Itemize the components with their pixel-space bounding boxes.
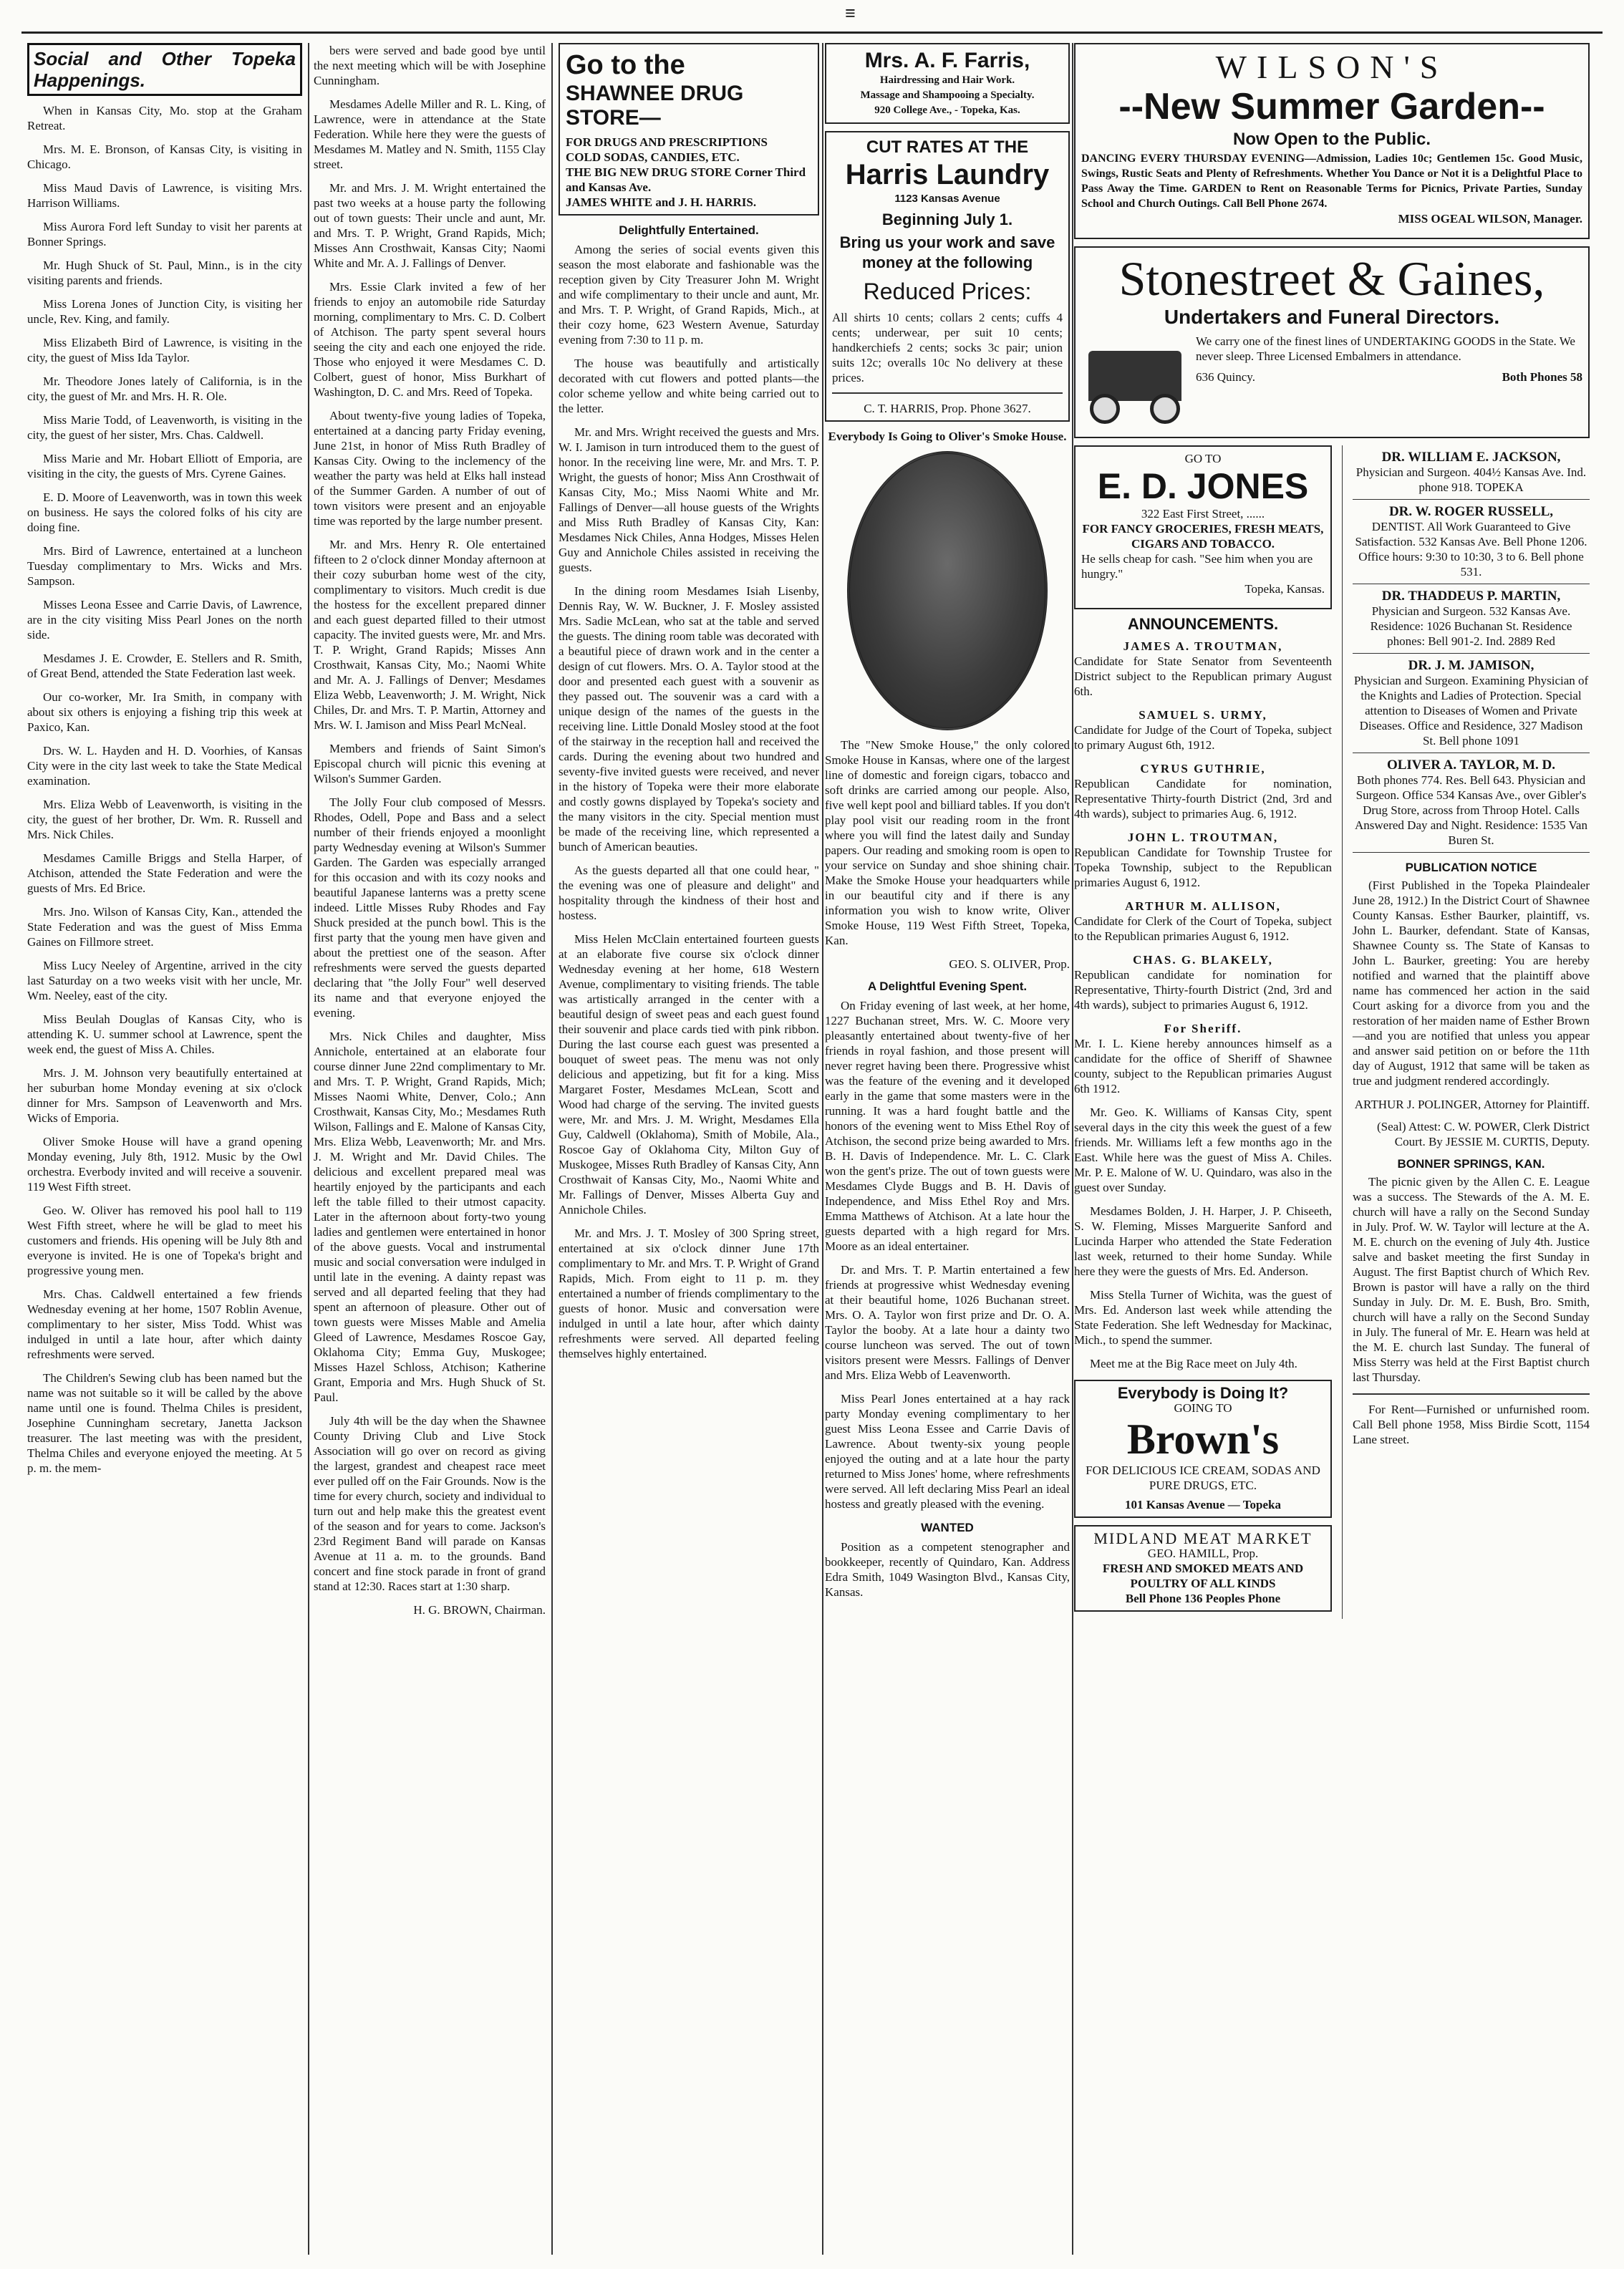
farris-line: 920 College Ave., - Topeka, Kas. (874, 105, 1020, 116)
announcement-text: Republican candidate for nomination for Representative, Thirty-fourth District (2nd, 3rd and 4th wards), subject to primaries August 6, 1912. (1074, 968, 1332, 1012)
news-item: Mesdames Bolden, J. H. Harper, J. P. Chiseeth, S. W. Fleming, Misses Marguerite Sanford and Lucinda Harper who attended the State Federation last week, returned to their home Sunday. While here they were the guests of Mrs. Ed. Anderson. (1074, 1204, 1332, 1278)
news-item: The Children's Sewing club has been named but the name was not suitable so it will be called by the above name until one is found. Thelma Chiles is president, Josephine Cunningham secretary, Janetta Jackson treasurer. The last meeting was with the president, Thelma Chiles and everyone enjoyed the meeting. At 5 p. m. the mem- (27, 1371, 302, 1475)
farris-ad (825, 43, 1070, 124)
stonestreet-sub: Undertakers and Funeral Directors. (1164, 306, 1500, 328)
announcements-list (1074, 639, 1332, 1096)
news-item: Our co-worker, Mr. Ira Smith, in company with about six others is enjoying a fishing trip this week at Paxico, Kan. (27, 690, 302, 734)
announcement (1074, 707, 1332, 753)
directory-entry (1353, 654, 1590, 753)
news-item: Mr. Theodore Jones lately of California, is in the city, the guest of Mr. and Mrs. H. R. Ole. (27, 374, 302, 403)
announcement-text: Republican Candidate for Township Trustee for Topeka Township, subject to the Republican primaries August 6, 1912. (1074, 846, 1332, 889)
laundry-bring: Bring us your work and save money at the following (839, 233, 1055, 271)
news-item: Miss Aurora Ford left Sunday to visit her parents at Bonner Springs. (27, 220, 302, 248)
announcement (1074, 830, 1332, 890)
announcement-text: Candidate for Judge of the Court of Topeka, subject to primary August 6th, 1912. (1074, 723, 1332, 752)
jones-text: FOR FANCY GROCERIES, FRESH MEATS, CIGARS AND TOBACCO. (1082, 522, 1324, 551)
news-item: Mrs. Nick Chiles and daughter, Miss Annichole, entertained at an elaborate four course dinner June 22nd complimentary to Mr. and Mrs. T. P. Wright, Grand Rapids, Mich; Misses Naomi White, Denver, Colo.; Ann Crosthwait, Kansas City, Mo.; Mesdames Ruth Wilson, Fallings and E. Malone of Kansas City, Mrs. Eliza Webb, Leavenworth; Mr. and Mrs. J. M. Wright and Mr. David Chiles. The delicious and excellent prepared meal was heartily enjoyed by the participants and each left the table filled to their utmost capacity. Later in the afternoon about forty-two young ladies and gentlemen were entertained in honor of the above guests. Vocal and instrumental music and social conversation were indulged in until late in the evening. A dainty repast was served and all departed feeling that they had spent an afternoon of pleasure. Other out of town guests were Misses Mable and Amelia Gleed of Lawrence, Mesdames Roscoe Gay, Oklahoma City; Emma Guy, Muskogee; Misses Hazel Schloss, Atchison; Katherine Grant, Emporia and Mrs. Hugh Shuck of St. Paul. (314, 1030, 546, 1404)
directory-name: OLIVER A. TAYLOR, M. D. (1386, 758, 1556, 773)
farris-name: Mrs. A. F. Farris, (864, 49, 1030, 72)
news-item: Misses Leona Essee and Carrie Davis, of Lawrence, are in the city visiting Miss Pearl Jones on the north side. (27, 598, 302, 642)
page-mark: ≡ (845, 3, 856, 24)
laundry-cut-rates: CUT RATES AT THE (866, 137, 1029, 157)
ad-title-store: SHAWNEE DRUG STORE— (566, 82, 744, 130)
laundry-prices: All shirts 10 cents; collars 2 cents; cuffs 4 cents; underwear, per suit 10 cents; handkerchiefs 2 cents; socks 3c pair; union suits 12c; overalls 10c No delivery at these prices. (832, 311, 1063, 384)
news-item: Dr. and Mrs. T. P. Martin entertained a few friends at progressive whist Wednesday evening at their beautiful home, 1026 Buchanan street. Mrs. O. A. Taylor won first prize and Dr. O. A. Taylor the booby. At a late hour a dainty two course luncheon was served. The out of town visitors present were Messrs. Fallings of Denver and Mrs. Eliza Webb of Leavenworth. (825, 1263, 1070, 1382)
news-item: When in Kansas City, Mo. stop at the Graham Retreat. (27, 104, 302, 132)
shawnee-drug-ad (559, 43, 819, 216)
directory-text: Both phones 774. Res. Bell 643. Physician and Surgeon. Office 534 Kansas Ave., over Gibler's Drug Store, across from Throop Hotel. Calls Answered Day and Night. Residence: 1535 Van Buren St. (1355, 773, 1587, 847)
news-item: The "New Smoke House," the only colored Smoke House in Kansas, where one of the largest line of domestic and foreign cigars, tobacco and soft drinks are carried among our people. Also, five well kept pool and billiard tables. If you don't play pool visit our reading room in the front where you will find the latest daily and Sunday papers. Our reading and smoking room is open to your service on Sunday and shoe shining chair. Make the Smoke House your headquarters while in our beautiful city and if there is any information you wish to know write, Oliver Smoke House, 119 West Fifth Street, Topeka, Kan. (825, 738, 1070, 947)
jones-name: E. D. JONES (1097, 466, 1309, 506)
news-item: Among the series of social events given this season the most elaborate and fashionable was the reception given by City Treasurer John M. Wright and wife complimentary to their uncle and aunt, Mr. and Mrs. T. P. Wright, of Grand Rapids, Mich., at their cozy home, 623 Western Avenue, Saturday evening from 7:30 to 11 p. m. (559, 243, 819, 347)
news-item: bers were served and bade good bye until the next meeting which will be with Josephine Cunningham. (314, 44, 546, 87)
browns-name: Brown's (1126, 1416, 1280, 1463)
directory-text: DENTIST. All Work Guaranteed to Give Satisfaction. 532 Kansas Ave. Bell Phone 1206. Office hours: 9:30 to 10:30, 3 to 6. Bell phone 531. (1355, 520, 1587, 579)
column-divider (822, 43, 823, 2255)
evening-heading: A Delightful Evening Spent. (867, 979, 1028, 993)
news-item: Miss Marie Todd, of Leavenworth, is visiting in the city, the guest of her sister, Mrs. Chas. Caldwell. (27, 413, 302, 442)
column-1 (27, 43, 302, 2255)
news-item: Miss Pearl Jones entertained at a hay rack party Monday evening complimentary to her guest Miss Leona Essee and Carrie Davis of Lawrence. About twenty-six young people enjoyed the outing and at a late hour the party returned to Miss Jones' home, where refreshments were served. All left declaring Miss Pearl an ideal hostess and greatly pleased with the evening. (825, 1392, 1070, 1511)
news-item: Geo. W. Oliver has removed his pool hall to 119 West Fifth street, where he will be glad to meet his customers and friends. His opening will be July 8th and everyone is invited. He is one of Topeka's bright and progressive young men. (27, 1204, 302, 1277)
wilson-garden-ad (1074, 43, 1590, 239)
news-item: Mrs. M. E. Bronson, of Kansas City, is visiting in Chicago. (27, 142, 302, 171)
ad-line: THE BIG NEW DRUG STORE Corner Third and Kansas Ave. (566, 165, 806, 194)
news-item: Meet me at the Big Race meet on July 4th. (1090, 1357, 1297, 1370)
wanted-text: Position as a competent stenographer and bookkeeper, recently of Quindaro, Kan. Address Edra Smith, 1049 Wasington Blvd., Kansas City, Kansas. (825, 1540, 1070, 1599)
for-rent: For Rent—Furnished or unfurnished room. Call Bell phone 1958, Miss Birdie Scott, 1154 Lane street. (1353, 1403, 1590, 1446)
col5-left (1074, 445, 1332, 1619)
announcement-text: Republican Candidate for nomination, Representative Thirty-fourth District (2nd, 3rd and 4th wards), subject to primaries Aug. 6, 1912. (1074, 777, 1332, 821)
news-item: In the dining room Mesdames Isiah Lisenby, Dennis Ray, W. W. Buckner, J. F. Mosley assisted Mrs. Sadie McLean, who sat at the table and served the guests. The dining room table was decorated with a beautiful piece of drawn work and in the center a design of cut flowers. Mrs. O. A. Taylor stood at the door and presented each guest with a souvenir as they passed out. The souvenir was a card with a unique design of the names of the guests in the receiving line. Little Donald Mosley stood at the foot of the stairway in the reception hall and received the cards. During the evening about two hundred and seventy-five invited guests were received, and never in the history of Topeka were their more elaborate and costly gowns displayed by Topeka's society and the many visitors in the city. Special mention must be made of the receiving line, which represented a bunch of American beauties. (559, 584, 819, 853)
announcements-heading: ANNOUNCEMENTS. (1127, 615, 1279, 633)
announcement-name: ARTHUR M. ALLISON, (1125, 899, 1281, 913)
column-5 (1074, 43, 1590, 2255)
social-items (27, 103, 302, 1476)
directory-text: Physician and Surgeon. Examining Physician of the Knights and Ladies of Protection. Special attention to Diseases of Women and Private Diseases. Office and Residence, 327 Madison St. Bell phone 1091 (1353, 674, 1589, 748)
farris-lines (832, 73, 1063, 118)
news-item: Mesdames J. E. Crowder, E. Stellers and R. Smith, of Great Bend, attended the State Federation last week. (27, 652, 302, 680)
column-divider (308, 43, 309, 2255)
directory-name: DR. W. ROGER RUSSELL, (1388, 504, 1554, 519)
news-item: Mr. and Mrs. Henry R. Ole entertained fifteen to 2 o'clock dinner Monday afternoon at their cozy suburban home west of the city, complimentary to visitors. Much credit is due the hostess for the excellent prepared dinner and each guest departed filled to their utmost capacity. The invited guests were, Mr. and Mrs. T. P. Wright, Grand Rapids; Misses Ann Crosthwait, Kansas City, Mo.; Naomi White and Mr. A. J. Fallings of Denver; Mesdames Eliza Webb, Leavenworth; J. M. Wright, Nick Chiles, Dr. and Mrs. T. P. Martin, Attorney and Mrs. W. I. Jamison and Miss Pearl McNeal. (314, 538, 546, 732)
smoke-house-heading: Everybody Is Going to Oliver's Smoke House. (828, 430, 1067, 443)
news-item: Mrs. Eliza Webb of Leavenworth, is visiting in the city, the guest of her brother, Dr. Wm. R. Russell and Mrs. Nick Chiles. (27, 798, 302, 841)
column-3 (559, 43, 819, 2255)
news-item: Mr. Geo. K. Williams of Kansas City, spent several days in the city this week the guest of a few friends. Mr. Williams left a few months ago in the East. While here was the guest of Miss A. Chiles. Mr. P. E. Malone of W. U. Quindaro, was also in the guest over Sunday. (1074, 1106, 1332, 1194)
news-item: Mrs. Chas. Caldwell entertained a few friends Wednesday evening at her home, 1507 Roblin Avenue, complimentary to her sister, Miss Todd. Whist was indulged in until a late hour, after which dainty refreshments were served. (27, 1287, 302, 1361)
stonestreet-address: 636 Quincy. (1196, 370, 1255, 384)
wilson-signature: MISS OGEAL WILSON, Manager. (1398, 212, 1582, 226)
announcement-name: SAMUEL S. URMY, (1139, 708, 1267, 722)
column-divider (1072, 43, 1073, 2255)
announcement-text: Candidate for Clerk of the Court of Topeka, subject to the Republican primaries August 6, 1912. (1074, 914, 1332, 943)
chairman-signature: H. G. BROWN, Chairman. (413, 1603, 546, 1617)
laundry-reduced: Reduced Prices: (863, 279, 1032, 304)
ad-line: COLD SODAS, CANDIES, ETC. (566, 150, 740, 164)
laundry-signature: C. T. HARRIS, Prop. Phone 3627. (864, 402, 1031, 415)
news-item: The Jolly Four club composed of Messrs. Rhodes, Odell, Pope and Bass and a select number of their friends enjoyed a moonlight party Wednesday evening at Wilson's Summer Garden. The Garden was especially arranged for this occasion and with its cozy nooks and beautiful Japanese lanterns was a pretty scene indeed. Little Misses Ruby Rhodes and Fay Shuck presided at the punch bowl. This is the first party that the young men have given and about the prettiest one of the season. After refreshments were served the guests departed declaring that "the Jolly Four" well deserved its name and that everyone enjoyed the evening. (314, 795, 546, 1020)
laundry-address: 1123 Kansas Avenue (894, 193, 1000, 205)
wilson-name: WILSON'S (1215, 49, 1449, 85)
column-divider (1342, 445, 1343, 1619)
announcement-name: CHAS. G. BLAKELY, (1133, 953, 1273, 967)
announcement (1074, 952, 1332, 1012)
column-divider (551, 43, 553, 2255)
bonner-text: The picnic given by the Allen C. E. League was a success. The Stewards of the A. M. E. church will have a rally on the Second Sunday in July. Prof. W. W. Taylor will lecture at the A. M. E. church on the evening of July 4th. Justice salve and basket meeting the first Sunday in August. The first Baptist church of Which Rev. Brown is pastor will have a rally on the third Sunday in July. Dr. M. E. Bush, Bro. Smith, church will have a rally on the Second Sunday in July. The funeral of Mr. E. Hearn was held at the M. E. church last Sunday. The funeral of Miss Sterry was held at the First Baptist church last Thursday. (1353, 1175, 1590, 1384)
news-item: E. D. Moore of Leavenworth, was in town this week on business. He says the colored folks of his city are doing fine. (27, 490, 302, 534)
society-items (559, 242, 819, 1361)
news-item: Miss Beulah Douglas of Kansas City, who is attending K. U. summer school at Lawrence, spent the week end, the guest of Miss A. Chiles. (27, 1012, 302, 1056)
news-item: Mr. and Mrs. J. T. Mosley of 300 Spring street, entertained at six o'clock dinner June 17th complimentary to Mr. and Mrs. T. P. Wright of Grand Rapids, Mich. From eight to 11 p. m. they entertained a number of friends complimentary to the guests of honor. Music and conversation were indulged in until a late hour, after which dainty refreshments were served. All departed feeling themselves highly entertained. (559, 1227, 819, 1360)
news-item: The house was beautifully and artistically decorated with cut flowers and potted plants—the color scheme yellow and white being carried out to the letter. (559, 357, 819, 415)
news-item: On Friday evening of last week, at her home, 1227 Buchanan street, Mrs. W. C. Moore very pleasantly entertained about twenty-five of her friends in royal fashion, and those present will never regret having been there. Progressive whist was the feature of the evening and it developed early in the game that some masters were in the running. It was a hard fought battle and the honors of the evening went to Miss Ethel Roy of Atchison, the second prize being awarded to Mrs. B. H. Davis of Independence. Mr. L. C. Clark won the gent's prize. The out of town guests were Mesdames Clyde Buggs and B. H. Davis of Independence, and Miss Ethel Roy and Mrs. Emma Matthews of Atchison. At a late hour the guests departed with a high regard for Mrs. Moore as an ideal entertainer. (825, 999, 1070, 1253)
top-rule (21, 32, 1603, 34)
announcement (1074, 761, 1332, 821)
browns-heading: Everybody is Doing It? (1117, 1384, 1289, 1402)
ad-lines (566, 135, 812, 210)
hearse-illustration (1081, 337, 1189, 430)
news-item: Drs. W. L. Hayden and H. D. Voorhies, of Kansas City were in the city last week to take the State Medical examination. (27, 744, 302, 788)
midland-ad (1074, 1525, 1332, 1612)
browns-goto: GOING TO (1174, 1401, 1232, 1415)
harris-laundry-ad (825, 131, 1070, 422)
jones-ad (1074, 445, 1332, 609)
directory-text: Physician and Surgeon. 404½ Kansas Ave. Ind. phone 918. TOPEKA (1355, 465, 1587, 494)
jones-address: 322 East First Street, ...... (1141, 507, 1265, 521)
announcement-text: Mr. I. L. Kiene hereby announces himself as a candidate for the office of Sheriff of Shawnee county, subject to the Republican primaries August 6th 1912. (1074, 1037, 1332, 1095)
news-item: Mr. Hugh Shuck of St. Paul, Minn., is in the city visiting parents and friends. (27, 258, 302, 287)
col5-right (1353, 445, 1590, 1619)
news-item: Miss Elizabeth Bird of Lawrence, is visiting in the city, the guest of Miss Ida Taylor. (27, 336, 302, 364)
wilson-text: DANCING EVERY THURSDAY EVENING—Admission, Ladies 10c; Gentlemen 15c. Good Music, Swings, Rustic Seats and Plenty of Refreshments. Whether You Dance or Not it is a Delightful Place to Pass Away the Time. GARDEN to Rent on Reasonable Terms for Picnics, Private Parties, Sunday School and Church Outings. Call Bell Phone 2674. (1081, 153, 1582, 210)
ad-title-goto: Go to the (566, 50, 685, 80)
announcement-name: JOHN L. TROUTMAN, (1127, 831, 1279, 844)
stonestreet-phone: Both Phones 58 (1502, 370, 1582, 384)
ad-line: FOR DRUGS AND PRESCRIPTIONS (566, 135, 768, 149)
news-item: Mesdames Camille Briggs and Stella Harper, of Atchison, attended the State Federation and were the guests of Mrs. Ed Brice. (27, 851, 302, 895)
stonestreet-ad (1074, 246, 1590, 438)
news-item: Miss Maud Davis of Lawrence, is visiting Mrs. Harrison Williams. (27, 181, 302, 210)
smoke-house-signature: GEO. S. OLIVER, Prop. (949, 957, 1070, 971)
directory-entry (1353, 753, 1590, 853)
news-item: Mesdames Adelle Miller and R. L. King, of Lawrence, were in attendance at the State Federation. While here they were the guests of Mesdames M. Matley and N. Smith, 1155 Clay street. (314, 97, 546, 171)
news-item: Miss Marie and Mr. Hobart Elliott of Emporia, are visiting in the city, the guests of Mrs. Cyrene Gaines. (27, 452, 302, 480)
news-item: Mr. and Mrs. J. M. Wright entertained the past two weeks at a house party the following out of town guests: Their uncle and aunt, Mr. and Mrs. T. P. Wright, Grand Rapids, Mich; Misses Ann Crosthwait, Kansas City; Naomi White and Mr. A. J. Fallings of Denver. (314, 181, 546, 270)
midland-text: FRESH AND SMOKED MEATS AND POULTRY OF ALL KINDS (1102, 1562, 1304, 1590)
wanted-heading: WANTED (921, 1521, 974, 1534)
ad-line: JAMES WHITE and J. H. HARRIS. (566, 195, 757, 209)
section-heading: Delightfully Entertained. (619, 223, 759, 237)
news-item: Oliver Smoke House will have a grand opening Monday evening, July 8th, 1912. Music by the Owl orchestra. Everbody invited and will receive a souvenir. 119 West Fifth street. (27, 1135, 302, 1194)
column-2 (314, 43, 546, 2255)
social-items-continued (314, 43, 546, 1594)
news-item: July 4th will be the day when the Shawnee County Driving Club and Live Stock Association will go over on record as giving the largest, grandest and cheapest race meet ever pulled off on the Fair Grounds. Now is the time for every church, society and individual to turn out and help make this the greatest event of the season and for years to come. Jackson's 23rd Regiment Band will parade on Kansas Avenue at 11 a. m. to the grounds. Band concert and fine stock parade in front of grand stand at 12:30. Races start at 1:30 sharp. (314, 1414, 546, 1593)
announcement-name: CYRUS GUTHRIE, (1140, 762, 1266, 775)
news-item: As the guests departed all that one could hear, " the evening was one of pleasure and delight" and hospitality through the kindness of their host and hostess. (559, 863, 819, 922)
announcement-name: JAMES A. TROUTMAN, (1123, 639, 1283, 653)
news-item: Mrs. Essie Clark invited a few of her friends to enjoy an automobile ride Saturday morning, complimentary to Mrs. C. D. Colbert of Atchison. The party spent several hours seeing the city and each one enjoyed the ride. Those who enjoyed it were Mesdames C. D. Colbert, guest of honor, Miss Burkhart of Washington, D. C. and Mrs. Reed of Topeka. (314, 280, 546, 399)
wilson-open: Now Open to the Public. (1233, 130, 1431, 149)
jones-city: Topeka, Kansas. (1244, 582, 1325, 596)
directory-name: DR. WILLIAM E. JACKSON, (1381, 450, 1561, 465)
farris-line: Hairdressing and Hair Work. (879, 74, 1015, 86)
wilson-title: --New Summer Garden-- (1118, 86, 1545, 127)
directory-text: Physician and Surgeon. 532 Kansas Ave. Residence: 1026 Buchanan St. Residence phones: Bell 901-2. Ind. 2889 Red (1370, 604, 1572, 648)
notice-text: (First Published in the Topeka Plaindealer June 28, 1912.) In the District Court of Shawnee County Kansas. Esther Baurker, plaintiff, vs. John L. Baurker, defendant. State of Kansas, Shawnee County ss. The State of Kansas to John L. Baurker, greeting: You are hereby notified and warned that the plaintiff above name has commenced her action in the said Court asking for a divorce from you and the restoration of her maiden name of Esther Brown—and you are notified that unless you appear and answer said petition on or before the 11th day of August, 1912 that same will be taken as true and judgment rendered accordingly. (1353, 879, 1590, 1088)
news-item: Members and friends of Saint Simon's Episcopal church will picnic this evening at Wilson's Summer Garden. (314, 742, 546, 785)
bonner-heading: BONNER SPRINGS, KAN. (1397, 1157, 1545, 1171)
notice-signature-clerk: (Seal) Attest: C. W. POWER, Clerk District Court. By JESSIE M. CURTIS, Deputy. (1376, 1120, 1590, 1148)
evening-items (825, 998, 1070, 1511)
portrait-photo (847, 451, 1048, 730)
midland-name: MIDLAND MEAT MARKET (1093, 1529, 1313, 1547)
smoke-house-items (825, 737, 1070, 948)
news-item: Mrs. J. M. Johnson very beautifully entertained at her suburban home Monday evening at six o'clock dinner for Mrs. Sampson of Leavenworth and Mrs. Wicks of Emporia. (27, 1066, 302, 1125)
directory-entry (1353, 445, 1590, 500)
news-item: Miss Helen McClain entertained fourteen guests at an elaborate five course six o'clock dinner Wednesday evening at her home, 618 Western Avenue, complimentary to visiting friends. The table was artistically arranged in the center with a beautiful design of sweet peas and each guest found their souvenir and place cards tied with pink ribbon. During the last course each guest was presented a bouquet of sweet peas. The menu was not only delicious and appetizing, but fit for a king. Miss Margaret Foster, Mesdames McLean, Scott and Wood had charge of the serving. The invited guests were, Mr. and Mrs. J. M. Wright, Mesdames Ella Guy, Caldwell (Oklahoma), Smith of Mobile, Ala., Roscoe Gay of Oklahoma City, Milton Guy of Muskogee, Misses Ruth Bradley of Kansas City, Ann Crosthwait of Kansas City, Mo., Naomi White and Mr. Fallings of Denver, Misses Alberta Guy and Annichole Chiles. (559, 932, 819, 1216)
news-item: Miss Lorena Jones of Junction City, is visiting her uncle, Rev. King, and family. (27, 297, 302, 326)
laundry-begin: Beginning July 1. (881, 211, 1013, 228)
column-4 (825, 43, 1070, 2255)
jones-goto: GO TO (1184, 452, 1222, 465)
browns-address: 101 Kansas Avenue — Topeka (1125, 1498, 1281, 1511)
stonestreet-text: We carry one of the finest lines of UNDERTAKING GOODS in the State. We never sleep. Three Licensed Embalmers in attendance. (1196, 334, 1575, 363)
news-item: Miss Stella Turner of Wichita, was the guest of Mrs. Ed. Anderson last week while attending the State Federation. She left Wednesday for Mackinac, Mich., to spend the summer. (1074, 1288, 1332, 1347)
directory-name: DR. THADDEUS P. MARTIN, (1381, 589, 1561, 604)
browns-ad (1074, 1380, 1332, 1518)
midland-phone: Bell Phone 136 Peoples Phone (1125, 1592, 1281, 1605)
notice-signature-attorney: ARTHUR J. POLINGER, Attorney for Plaintiff. (1354, 1098, 1590, 1111)
stonestreet-name: Stonestreet & Gaines, (1118, 251, 1545, 306)
professional-directory (1353, 445, 1590, 853)
directory-entry (1353, 500, 1590, 584)
news-item: About twenty-five young ladies of Topeka, entertained at a dancing party Friday evening, June 21st, in honor of Miss Ruth Bradley of Kansas City. Owing to the inclemency of the weather the party was held at Elks hall instead of the Summer Garden. A number of out of town visitors were present and an enjoyable time was reported by the large number present. (314, 409, 546, 528)
notice-heading: PUBLICATION NOTICE (1405, 861, 1537, 874)
browns-text: FOR DELICIOUS ICE CREAM, SODAS AND PURE DRUGS, ETC. (1086, 1464, 1320, 1492)
announcement (1074, 899, 1332, 944)
announcement-name: For Sheriff. (1164, 1022, 1242, 1035)
laundry-name: Harris Laundry (845, 159, 1050, 190)
news-item: Mrs. Bird of Lawrence, entertained at a luncheon Tuesday complimentary to Mrs. Wicks and Mrs. Sampson. (27, 544, 302, 588)
news-item: Mr. and Mrs. Wright received the guests and Mrs. W. I. Jamison in turn introduced them to the guest of honor. In the receiving line were, Mr. and Mrs. T. P. Wright, the guests of honor; Miss Ann Crosthwait of Kansas City, Mo.; Miss Naomi White and Mr. Fallings of Denver—all house guests of the Wrights and Miss Ruth Bradley of Kansas City, Kan: Mesdames Nick Chiles, Anna Hodges, Misses Helen Guy and Annichole Chiles assisted in receiving the guests. (559, 425, 819, 574)
announcement (1074, 639, 1332, 699)
announcement-text: Candidate for State Senator from Seventeenth District subject to the Republican primary August 6th. (1074, 654, 1332, 698)
farris-line: Massage and Shampooing a Specialty. (860, 89, 1035, 101)
news-item: Mrs. Jno. Wilson of Kansas City, Kan., attended the State Federation and was the guest of Miss Emma Gaines on Fillmore street. (27, 905, 302, 949)
col5-news-items (1074, 1105, 1332, 1371)
news-item: Miss Lucy Neeley of Argentine, arrived in the city last Saturday on a two weeks visit with her uncle, Mr. Wm. Neeley, east of the city. (27, 959, 302, 1002)
directory-entry (1353, 584, 1590, 654)
jones-tagline: He sells cheap for cash. "See him when you are hungry." (1081, 552, 1313, 581)
midland-prop: GEO. HAMILL, Prop. (1147, 1547, 1259, 1560)
social-section-title: Social and Other Topeka Happenings. (27, 43, 302, 96)
directory-name: DR. J. M. JAMISON, (1408, 658, 1534, 673)
announcement (1074, 1021, 1332, 1096)
